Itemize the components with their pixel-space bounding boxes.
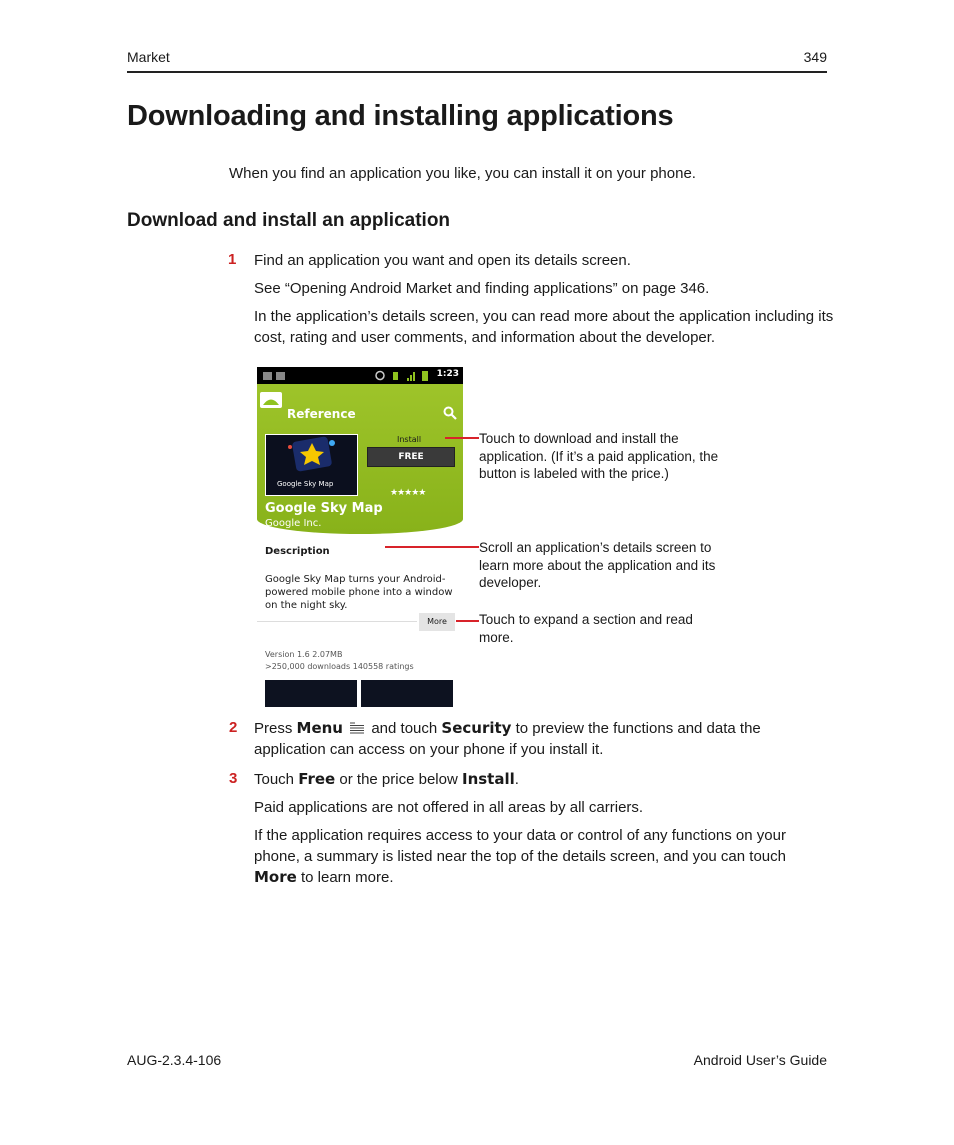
page-number: 349 bbox=[803, 49, 827, 65]
callout-line-scroll bbox=[385, 546, 479, 548]
step-number: 2 bbox=[229, 719, 238, 736]
signal-battery-icons bbox=[375, 370, 433, 381]
step2-text bbox=[254, 718, 814, 760]
running-header-section: Market bbox=[127, 49, 170, 65]
step2-and-touch: and touch bbox=[371, 720, 438, 737]
menu-icon bbox=[349, 721, 365, 735]
search-icon[interactable] bbox=[443, 406, 457, 420]
market-logo-icon bbox=[260, 392, 282, 408]
screenshot-thumbnail[interactable] bbox=[265, 680, 357, 707]
status-time: 1:23 bbox=[436, 369, 459, 379]
step-number: 3 bbox=[229, 770, 238, 787]
callout-install: Touch to download and install the application. (If it’s a paid application, the button is labeled with the price.) bbox=[479, 431, 719, 481]
rating-stars: ★★★★★ bbox=[390, 487, 426, 497]
more-button[interactable]: More bbox=[419, 613, 455, 631]
header-rule bbox=[127, 71, 827, 73]
install-term: Install bbox=[461, 770, 515, 788]
description-body: Google Sky Map turns your Android-powered mobile phone into a window on the night sky. bbox=[265, 574, 453, 611]
footer-doc-id: AUG-2.3.4-106 bbox=[127, 1052, 222, 1068]
app-developer: Google Inc. bbox=[265, 518, 322, 529]
step1-text: Find an application you want and open its details screen. bbox=[254, 252, 631, 269]
step3-note2-end: to learn more. bbox=[300, 869, 394, 886]
more-term: More bbox=[254, 868, 297, 886]
free-install-button[interactable]: FREE bbox=[367, 447, 455, 467]
step3-text bbox=[254, 769, 519, 790]
menu-term: Menu bbox=[296, 719, 343, 737]
notification-icons bbox=[263, 371, 287, 381]
step3-note-carriers: Paid applications are not offered in all areas by all carriers. bbox=[254, 799, 644, 816]
description-heading: Description bbox=[265, 546, 330, 557]
step3-note2-text: If the application requires access to your data or control of any functions on your phone, a summary is listed near the top of the details screen, and you can touch bbox=[254, 827, 786, 865]
section-heading: Download and install an application bbox=[127, 210, 451, 231]
page-title: Downloading and installing applications bbox=[127, 100, 674, 132]
app-name: Google Sky Map bbox=[265, 501, 383, 516]
step1-detail: In the application’s details screen, you can read more about the application including its cost, rating and user comments, and information about the developer. bbox=[254, 308, 834, 346]
market-details-screenshot bbox=[257, 367, 463, 707]
header-label: Reference bbox=[287, 407, 356, 421]
version-info: Version 1.6 2.07MB bbox=[265, 650, 343, 659]
screenshot-thumbnail[interactable] bbox=[361, 680, 453, 707]
callout-line-expand bbox=[456, 620, 479, 622]
step3-middle: or the price below bbox=[339, 771, 458, 788]
callout-line-install bbox=[445, 437, 479, 439]
app-icon-label: Google Sky Map bbox=[277, 480, 334, 488]
callout-scroll: Scroll an application’s details screen to learn more about the application and its developer. bbox=[479, 540, 716, 590]
callout-expand: Touch to expand a section and read more. bbox=[479, 612, 693, 645]
footer-guide-title: Android User’s Guide bbox=[693, 1052, 827, 1068]
sky-map-icon bbox=[266, 435, 357, 479]
step1-cross-reference: See “Opening Android Market and finding applications” on page 346. bbox=[254, 280, 710, 297]
app-header-panel bbox=[257, 384, 463, 534]
step3-note-permissions bbox=[254, 825, 829, 888]
step2-press: Press bbox=[254, 720, 293, 737]
step-number: 1 bbox=[228, 251, 237, 268]
intro-paragraph: When you find an application you like, you can install it on your phone. bbox=[229, 165, 696, 182]
free-term: Free bbox=[298, 770, 336, 788]
section-divider bbox=[257, 621, 417, 622]
downloads-info: >250,000 downloads 140558 ratings bbox=[265, 662, 414, 671]
install-label: Install bbox=[397, 435, 422, 444]
step3-touch: Touch bbox=[254, 771, 295, 788]
step3-end: . bbox=[514, 771, 519, 788]
step2-rest: to preview the functions and data the application can access on your phone if you install it. bbox=[254, 720, 761, 758]
security-term: Security bbox=[441, 719, 512, 737]
status-bar bbox=[257, 367, 463, 384]
